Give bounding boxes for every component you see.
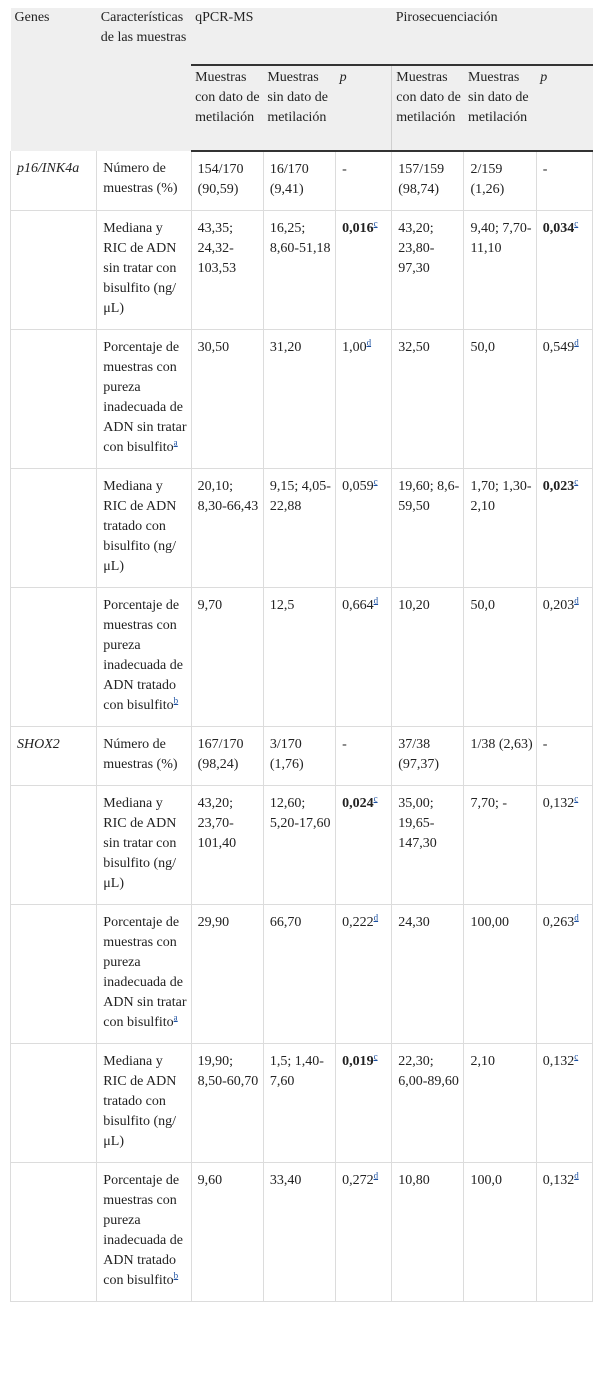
cell-piro-con-dato-value: 37/38 (97,37) — [398, 737, 440, 772]
footnote-link-sup — [367, 337, 372, 347]
header-qpcr-p: p — [336, 65, 392, 151]
cell-qpcr-con-dato — [191, 1163, 263, 1302]
cell-qpcr-con-dato — [191, 1044, 263, 1163]
piro-p-value: 0,132 — [542, 1173, 575, 1188]
footnote-link-sup — [574, 218, 578, 228]
cell-qpcr-sin-dato-value: 12,60; 5,20-17,60 — [269, 796, 331, 831]
cell-piro-con-dato — [392, 151, 464, 211]
cell-piro-con-dato — [392, 1044, 464, 1163]
qpcr-p-value: 0,059 — [342, 479, 374, 494]
cell-qpcr-sin-dato-value: 12,5 — [269, 598, 295, 613]
footnote-link-sup — [574, 1051, 578, 1061]
cell-qpcr-sin-dato — [263, 330, 335, 469]
cell-characteristic — [97, 211, 191, 330]
cell-characteristic — [97, 151, 191, 211]
cell-qpcr-con-dato — [191, 211, 263, 330]
cell-gene — [11, 211, 97, 330]
characteristic-text: Mediana y RIC de ADN tratado con bisulfito (ng/μL) — [103, 1054, 177, 1149]
cell-qpcr-sin-dato — [263, 727, 335, 786]
cell-piro-sin-dato-value: 7,70; - — [470, 796, 508, 811]
cell-qpcr-sin-dato — [263, 151, 335, 211]
cell-piro-sin-dato-value: 50,0 — [470, 340, 495, 355]
characteristic-text: Porcentaje de muestras con pureza inadecuada de ADN sin tratar con bisulfito — [103, 340, 187, 455]
cell-piro-con-dato-value: 32,50 — [398, 340, 430, 355]
table-row — [11, 211, 593, 330]
footnote-link-sup — [174, 695, 179, 705]
footnote-link-sup — [174, 1270, 179, 1280]
cell-piro-sin-dato — [464, 727, 536, 786]
qpcr-p-value: 0,016 — [342, 221, 374, 236]
piro-p-value: 0,263 — [542, 915, 575, 930]
data-table — [10, 8, 593, 1302]
header-piro-p: p — [536, 65, 592, 151]
piro-p-value: 0,023 — [542, 479, 575, 494]
header-qpcr-con-dato: Muestras con dato de metilación — [191, 65, 263, 151]
footnote-link[interactable]: d — [574, 1170, 579, 1181]
cell-characteristic — [97, 727, 191, 786]
cell-piro-con-dato — [392, 905, 464, 1044]
cell-qpcr-sin-dato — [263, 588, 335, 727]
characteristic-text: Número de muestras (%) — [103, 161, 178, 196]
table-row — [11, 588, 593, 727]
cell-piro-sin-dato-value: 50,0 — [470, 598, 495, 613]
cell-piro-sin-dato-value: 100,00 — [470, 915, 509, 930]
cell-piro-con-dato-value: 43,20; 23,80-97,30 — [398, 221, 435, 276]
cell-qpcr-sin-dato — [263, 1044, 335, 1163]
footnote-link[interactable]: d — [574, 337, 579, 348]
cell-qpcr-con-dato — [191, 905, 263, 1044]
cell-piro-con-dato — [392, 211, 464, 330]
cell-qpcr-sin-dato-value: 16,25; 8,60-51,18 — [269, 221, 331, 256]
cell-qpcr-con-dato-value: 9,60 — [197, 1173, 223, 1188]
cell-qpcr-p — [336, 330, 392, 469]
characteristic-text: Mediana y RIC de ADN sin tratar con bisulfito (ng/μL) — [103, 796, 177, 891]
footnote-link[interactable]: c — [373, 218, 378, 229]
qpcr-p-value: - — [342, 737, 347, 752]
table-body — [11, 151, 593, 1302]
table-row — [11, 1044, 593, 1163]
cell-qpcr-p — [336, 151, 392, 211]
footnote-link-sup — [374, 1170, 379, 1180]
cell-qpcr-sin-dato — [263, 1163, 335, 1302]
cell-piro-sin-dato — [464, 786, 536, 905]
cell-characteristic — [97, 469, 191, 588]
footnote-link[interactable]: c — [373, 793, 378, 804]
footnote-link[interactable]: d — [574, 912, 579, 923]
cell-qpcr-con-dato-value: 154/170 (90,59) — [197, 162, 244, 197]
footnote-link[interactable]: d — [373, 595, 379, 606]
cell-gene — [11, 1044, 97, 1163]
gene-name: p16/INK4a — [17, 161, 80, 176]
qpcr-p-value: 0,019 — [342, 1054, 374, 1069]
footnote-link[interactable]: c — [373, 476, 378, 487]
cell-piro-con-dato — [392, 1163, 464, 1302]
cell-piro-p — [536, 588, 592, 727]
cell-qpcr-p — [336, 588, 392, 727]
footnote-link-sup — [574, 793, 578, 803]
cell-gene — [11, 727, 97, 786]
footnote-link[interactable]: d — [574, 595, 579, 606]
qpcr-p-value: 0,272 — [342, 1173, 374, 1188]
cell-piro-sin-dato — [464, 588, 536, 727]
cell-gene — [11, 1163, 97, 1302]
cell-qpcr-sin-dato-value: 9,15; 4,05-22,88 — [269, 479, 331, 514]
header-qpcr-sin-dato: Muestras sin dato de metilación — [263, 65, 335, 151]
footnote-link[interactable]: c — [574, 218, 579, 229]
piro-p-value: 0,132 — [542, 1054, 575, 1069]
qpcr-p-value: - — [342, 162, 347, 177]
qpcr-p-value: 0,024 — [342, 796, 374, 811]
footnote-link[interactable]: b — [173, 1270, 179, 1281]
cell-piro-sin-dato — [464, 330, 536, 469]
cell-piro-con-dato-value: 19,60; 8,6-59,50 — [398, 479, 460, 514]
footnote-link-sup — [374, 476, 378, 486]
cell-piro-con-dato — [392, 330, 464, 469]
table-row — [11, 151, 593, 211]
table-container — [10, 8, 593, 1302]
cell-piro-con-dato-value: 22,30; 6,00-89,60 — [398, 1054, 459, 1089]
footnote-link[interactable]: c — [574, 793, 579, 804]
table-row — [11, 905, 593, 1044]
cell-piro-sin-dato — [464, 1163, 536, 1302]
footnote-link-sup — [374, 595, 379, 605]
table-row — [11, 469, 593, 588]
footnote-link-sup — [574, 912, 579, 922]
cell-qpcr-sin-dato-value: 16/170 (9,41) — [269, 162, 309, 197]
cell-gene — [11, 151, 97, 211]
cell-qpcr-con-dato-value: 20,10; 8,30-66,43 — [197, 479, 259, 514]
cell-qpcr-sin-dato-value: 66,70 — [269, 915, 302, 930]
table-row — [11, 1163, 593, 1302]
cell-piro-sin-dato-value: 1/38 (2,63) — [470, 737, 533, 752]
cell-qpcr-con-dato — [191, 786, 263, 905]
cell-piro-con-dato-value: 10,80 — [398, 1173, 430, 1188]
cell-gene — [11, 905, 97, 1044]
cell-qpcr-p — [336, 469, 392, 588]
cell-qpcr-sin-dato-value: 33,40 — [269, 1173, 302, 1188]
cell-qpcr-con-dato-value: 9,70 — [197, 598, 223, 613]
cell-piro-con-dato — [392, 727, 464, 786]
cell-piro-sin-dato — [464, 469, 536, 588]
header-piro-con-dato: Muestras con dato de metilación — [392, 65, 464, 151]
characteristic-text: Porcentaje de muestras con pureza inadecuada de ADN sin tratar con bisulfito — [103, 915, 187, 1030]
cell-piro-con-dato-value: 35,00; 19,65-147,30 — [398, 796, 437, 851]
footnote-link[interactable]: d — [366, 337, 372, 348]
cell-qpcr-con-dato — [191, 588, 263, 727]
header-piro-sin-dato: Muestras sin dato de metilación — [464, 65, 536, 151]
footnote-link-sup — [574, 595, 579, 605]
cell-piro-con-dato-value: 24,30 — [398, 915, 430, 930]
cell-piro-sin-dato — [464, 905, 536, 1044]
footnote-link[interactable]: c — [574, 1051, 579, 1062]
cell-piro-p — [536, 727, 592, 786]
cell-piro-sin-dato-value: 1,70; 1,30-2,10 — [470, 479, 532, 514]
footnote-link-sup — [374, 912, 379, 922]
cell-qpcr-sin-dato — [263, 786, 335, 905]
header-genes: Genes — [11, 8, 97, 151]
cell-qpcr-p — [336, 905, 392, 1044]
cell-qpcr-p — [336, 1163, 392, 1302]
cell-piro-con-dato — [392, 588, 464, 727]
footnote-link-sup — [374, 218, 378, 228]
characteristic-text: Porcentaje de muestras con pureza inadecuada de ADN tratado con bisulfito — [103, 1173, 183, 1288]
cell-piro-con-dato — [392, 469, 464, 588]
qpcr-p-value: 0,222 — [342, 915, 374, 930]
characteristic-text: Mediana y RIC de ADN tratado con bisulfito (ng/μL) — [103, 479, 177, 574]
cell-piro-p — [536, 151, 592, 211]
piro-p-value: - — [542, 737, 548, 752]
cell-characteristic — [97, 905, 191, 1044]
cell-gene — [11, 786, 97, 905]
cell-piro-sin-dato — [464, 151, 536, 211]
gene-name: SHOX2 — [17, 737, 60, 752]
footnote-link-sup — [174, 1012, 178, 1022]
cell-piro-p — [536, 905, 592, 1044]
cell-piro-sin-dato — [464, 211, 536, 330]
cell-qpcr-sin-dato — [263, 905, 335, 1044]
cell-qpcr-sin-dato-value: 1,5; 1,40-7,60 — [269, 1054, 324, 1089]
cell-piro-sin-dato-value: 9,40; 7,70-11,10 — [470, 221, 532, 256]
cell-piro-sin-dato-value: 2/159 (1,26) — [470, 162, 505, 197]
cell-qpcr-con-dato-value: 30,50 — [197, 340, 230, 355]
cell-qpcr-p — [336, 786, 392, 905]
piro-p-value: 0,034 — [542, 221, 575, 236]
table-header — [11, 8, 593, 151]
characteristic-text: Porcentaje de muestras con pureza inadecuada de ADN tratado con bisulfito — [103, 598, 183, 713]
cell-qpcr-con-dato — [191, 727, 263, 786]
cell-qpcr-sin-dato — [263, 211, 335, 330]
cell-piro-p — [536, 786, 592, 905]
table-row — [11, 727, 593, 786]
cell-characteristic — [97, 1044, 191, 1163]
cell-characteristic — [97, 588, 191, 727]
footnote-link[interactable]: a — [173, 1012, 178, 1023]
cell-characteristic — [97, 1163, 191, 1302]
qpcr-p-value: 0,664 — [342, 598, 374, 613]
cell-gene — [11, 469, 97, 588]
cell-gene — [11, 588, 97, 727]
cell-qpcr-p — [336, 727, 392, 786]
footnote-link-sup — [174, 437, 178, 447]
cell-qpcr-con-dato-value: 19,90; 8,50-60,70 — [197, 1054, 259, 1089]
header-caracteristicas: Características de las muestras — [97, 8, 191, 151]
table-row — [11, 330, 593, 469]
cell-gene — [11, 330, 97, 469]
cell-piro-con-dato — [392, 786, 464, 905]
piro-p-value: 0,203 — [542, 598, 575, 613]
cell-qpcr-con-dato-value: 43,35; 24,32-103,53 — [197, 221, 237, 276]
footnote-link-sup — [574, 337, 579, 347]
characteristic-text: Número de muestras (%) — [103, 737, 178, 772]
footnote-link-sup — [574, 1170, 579, 1180]
footnote-link[interactable]: c — [373, 1051, 378, 1062]
footnote-link[interactable]: d — [373, 1170, 379, 1181]
footnote-link[interactable]: d — [373, 912, 379, 923]
piro-p-value: - — [542, 162, 548, 177]
cell-qpcr-con-dato — [191, 330, 263, 469]
characteristic-text: Mediana y RIC de ADN sin tratar con bisulfito (ng/μL) — [103, 221, 177, 316]
cell-qpcr-sin-dato-value: 31,20 — [269, 340, 302, 355]
cell-piro-p — [536, 330, 592, 469]
footnote-link-sup — [374, 793, 378, 803]
cell-piro-p — [536, 469, 592, 588]
header-qpcr: qPCR-MS — [191, 8, 392, 65]
cell-qpcr-con-dato-value: 29,90 — [197, 915, 230, 930]
cell-piro-con-dato-value: 157/159 (98,74) — [398, 162, 445, 197]
footnote-link-sup — [574, 476, 578, 486]
footnote-link-sup — [374, 1051, 378, 1061]
cell-piro-sin-dato-value: 2,10 — [470, 1054, 495, 1069]
cell-qpcr-sin-dato-value: 3/170 (1,76) — [269, 737, 304, 772]
cell-piro-sin-dato — [464, 1044, 536, 1163]
cell-piro-con-dato-value: 10,20 — [398, 598, 430, 613]
header-piro: Pirosecuenciación — [392, 8, 593, 65]
cell-qpcr-con-dato-value: 43,20; 23,70-101,40 — [197, 796, 237, 851]
qpcr-p-value: 1,00 — [342, 340, 367, 355]
piro-p-value: 0,549 — [542, 340, 575, 355]
cell-characteristic — [97, 786, 191, 905]
cell-qpcr-p — [336, 211, 392, 330]
cell-qpcr-con-dato — [191, 151, 263, 211]
piro-p-value: 0,132 — [542, 796, 575, 811]
cell-qpcr-con-dato — [191, 469, 263, 588]
cell-piro-p — [536, 211, 592, 330]
cell-qpcr-p — [336, 1044, 392, 1163]
footnote-link[interactable]: c — [574, 476, 579, 487]
footnote-link[interactable]: a — [173, 437, 178, 448]
cell-piro-p — [536, 1163, 592, 1302]
cell-qpcr-con-dato-value: 167/170 (98,24) — [197, 737, 244, 772]
cell-characteristic — [97, 330, 191, 469]
table-row — [11, 786, 593, 905]
cell-piro-p — [536, 1044, 592, 1163]
cell-qpcr-sin-dato — [263, 469, 335, 588]
footnote-link[interactable]: b — [173, 695, 179, 706]
cell-piro-sin-dato-value: 100,0 — [470, 1173, 502, 1188]
